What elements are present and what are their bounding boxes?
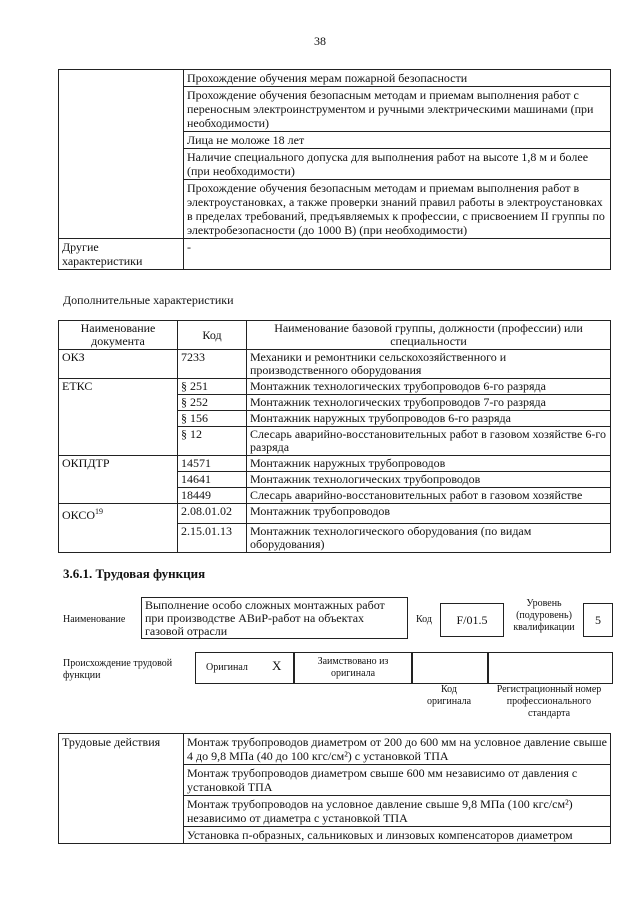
- table-row: [59, 523, 611, 552]
- requirement-item: Прохождение обучения безопасным методам и приемам выполнения работ с переносным электроинструментом и ручными электрическими машинами (при необходимости): [184, 86, 610, 131]
- page-number: 38: [314, 34, 326, 48]
- requirements-list: [184, 70, 611, 239]
- original-label: Оригинал: [206, 662, 248, 673]
- table-row: [59, 472, 611, 488]
- doc-cell: [59, 472, 178, 488]
- doc-cell: [59, 523, 178, 552]
- requirements-table: [58, 69, 611, 270]
- doc-cell: [59, 504, 178, 524]
- name-label: Наименование: [63, 614, 126, 625]
- requirements-label-cell: [59, 70, 184, 239]
- doc-cell: ОКЗ: [59, 350, 178, 379]
- requirement-item: Наличие специального допуска для выполнения работ на высоте 1,8 м и более (при необходимости): [184, 148, 610, 179]
- code-cell: 14641: [178, 472, 247, 488]
- other-characteristics-label: Другие характеристики: [59, 239, 184, 270]
- code-cell: § 156: [178, 411, 247, 427]
- header-name: Наименование базовой группы, должности (профессии) или специальности: [247, 321, 611, 350]
- reg-number-cell: [487, 652, 613, 684]
- doc-cell: [59, 395, 178, 411]
- doc-cell: [59, 427, 178, 456]
- requirement-item: Прохождение обучения безопасным методам и приемам выполнения работ в электроустановках, а также проверки знаний правил работы в электроустановках в пределах требований, предъявляемых к профессии, с присвоением II группы по электробезопасности (до 1000 В) (при необходимости): [184, 179, 610, 238]
- header-code: Код: [178, 321, 247, 350]
- labor-actions-table: [58, 733, 611, 844]
- doc-cell: ЕТКС: [59, 379, 178, 395]
- name-cell: Монтажник технологических трубопроводов 7-го разряда: [247, 395, 611, 411]
- section-title: 3.6.1. Трудовая функция: [63, 566, 206, 581]
- reg-number-label: Регистрационный номер профессионального стандарта: [496, 684, 602, 719]
- labor-action-item: Монтаж трубопроводов на условное давление свыше 9,8 МПа (100 кгс/см²) независимо от диаметра с установкой ТПА: [184, 795, 610, 826]
- name-cell: Монтажник технологического оборудования (по видам оборудования): [247, 523, 611, 552]
- code-original-cell: [411, 652, 489, 684]
- labor-action-item: Монтаж трубопроводов диаметром от 200 до 600 мм на условное давление свыше 4 до 9,8 МПа (40 до 100 кгс/см²) с установкой ТПА: [187, 735, 607, 763]
- borrowed-label: Заимствовано из оригинала: [317, 656, 389, 679]
- labor-action-item: Монтаж трубопроводов диаметром свыше 600 мм независимо от давления с установкой ТПА: [184, 764, 610, 795]
- requirement-item: Прохождение обучения мерам пожарной безопасности: [187, 71, 468, 85]
- additional-characteristics-title: Дополнительные характеристики: [63, 293, 234, 307]
- original-mark: X: [272, 658, 282, 673]
- original-cell: [195, 652, 295, 684]
- doc-cell: [59, 488, 178, 504]
- level-label: Уровень (подуровень) квалификации: [513, 598, 575, 633]
- table-row: [59, 488, 611, 504]
- table-row: [59, 411, 611, 427]
- other-characteristics-value: -: [184, 239, 611, 270]
- name-cell: Монтажник наружных трубопроводов 6-го разряда: [247, 411, 611, 427]
- name-cell: Монтажник трубопроводов: [247, 504, 611, 524]
- requirement-item: Лица не моложе 18 лет: [184, 131, 610, 148]
- name-cell: Монтажник наружных трубопроводов: [247, 456, 611, 472]
- code-cell: 2.08.01.02: [178, 504, 247, 524]
- function-level-box: 5: [583, 603, 613, 637]
- doc-cell: [59, 411, 178, 427]
- okso-label: ОКСО: [62, 508, 96, 522]
- code-cell: § 251: [178, 379, 247, 395]
- labor-actions-list: [184, 734, 611, 844]
- labor-actions-label: Трудовые действия: [59, 734, 184, 844]
- table-row: [59, 395, 611, 411]
- code-cell: 2.15.01.13: [178, 523, 247, 552]
- code-cell: § 12: [178, 427, 247, 456]
- additional-characteristics-table: [58, 320, 611, 553]
- code-cell: 14571: [178, 456, 247, 472]
- table-row: [59, 456, 611, 472]
- function-code-box: F/01.5: [440, 603, 504, 637]
- name-cell: Монтажник технологических трубопроводов 6-го разряда: [247, 379, 611, 395]
- borrowed-cell: [293, 652, 413, 684]
- name-cell: Механики и ремонтники сельскохозяйственного и производственного оборудования: [247, 350, 611, 379]
- name-cell: Слесарь аварийно-восстановительных работ в газовом хозяйстве: [247, 488, 611, 504]
- table-row: [59, 427, 611, 456]
- code-cell: 18449: [178, 488, 247, 504]
- name-cell: Слесарь аварийно-восстановительных работ в газовом хозяйстве 6-го разряда: [247, 427, 611, 456]
- name-cell: Монтажник технологических трубопроводов: [247, 472, 611, 488]
- code-cell: 7233: [178, 350, 247, 379]
- table-row: [59, 350, 611, 379]
- table-row: [59, 379, 611, 395]
- code-original-label: Код оригинала: [426, 684, 472, 707]
- footnote-ref: 19: [95, 507, 104, 516]
- labor-action-item: Установка п-образных, сальниковых и линзовых компенсаторов диаметром: [184, 826, 610, 843]
- header-doc: Наименование документа: [59, 321, 178, 350]
- doc-cell: ОКПДТР: [59, 456, 178, 472]
- function-name-box: Выполнение особо сложных монтажных работ при производстве АВиР-работ на объектах газовой отрасли: [141, 597, 408, 639]
- origin-label: Происхождение трудовой функции: [63, 658, 173, 681]
- code-cell: § 252: [178, 395, 247, 411]
- code-label: Код: [416, 614, 432, 625]
- table-row: [59, 504, 611, 524]
